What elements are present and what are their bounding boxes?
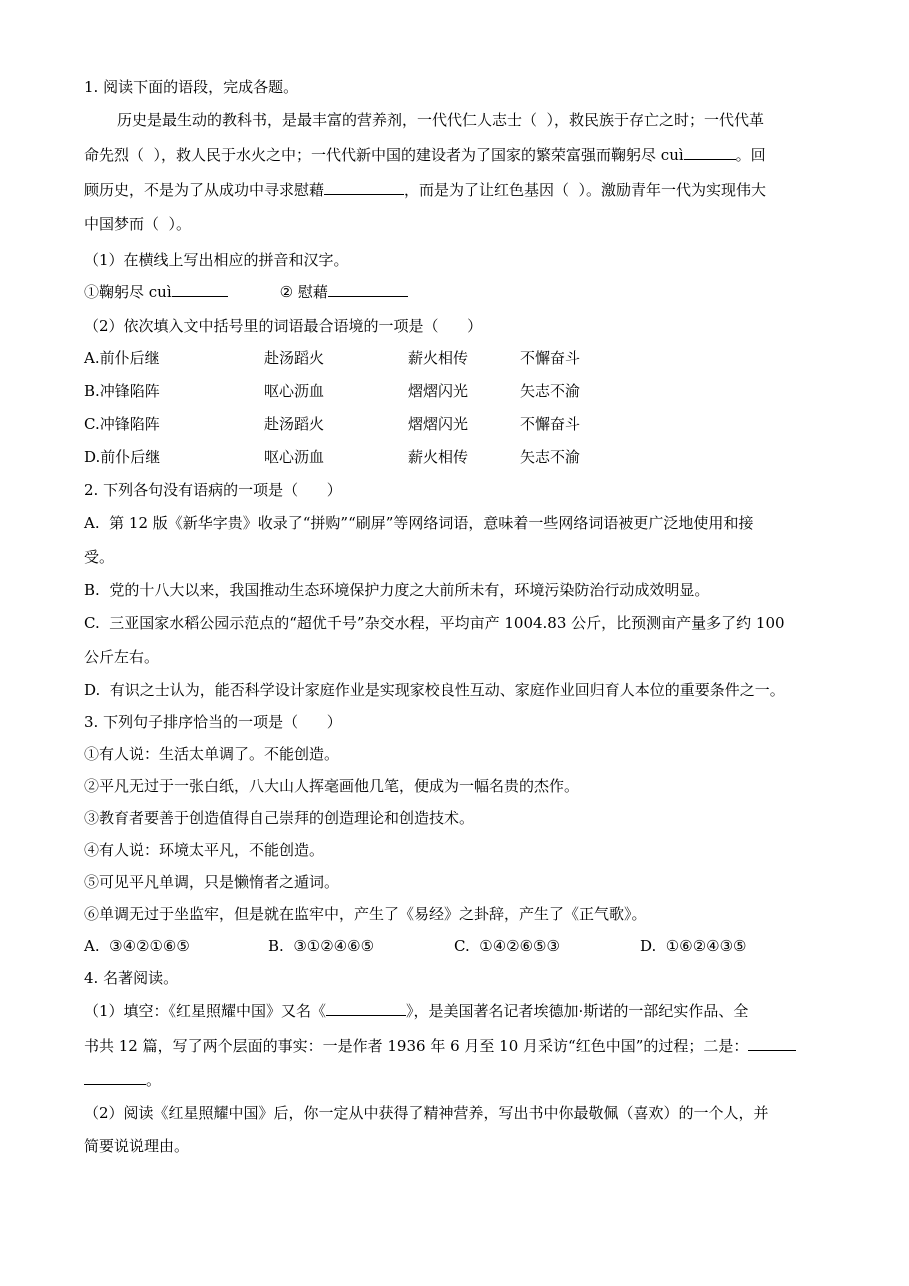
q3-option-b[interactable]: B. ③①②④⑥⑤ xyxy=(268,937,375,955)
q2-option-b[interactable]: B. 党的十八大以来，我国推动生态环境保护力度之大前所未有，环境污染防治行动成效明显。 xyxy=(84,581,710,599)
q4-sub1-line-2: 书共 12 篇，写了两个层面的事实：一是作者 1936 年 6 月至 10 月采访“红色中国”的过程；二是： xyxy=(84,1036,796,1056)
q1-title: 1. 阅读下面的语段，完成各题。 xyxy=(84,78,299,96)
blank-alt-title[interactable] xyxy=(326,1001,406,1016)
q3-option-c[interactable]: C. ①④②⑥⑤③ xyxy=(454,937,560,955)
q4-sub2-line-2: 简要说说理由。 xyxy=(84,1137,190,1155)
q1-passage-line-4: 中国梦而（ ）。 xyxy=(84,215,192,233)
blank-second-fact-cont[interactable] xyxy=(84,1070,146,1085)
q4-title: 4. 名著阅读。 xyxy=(84,969,179,987)
q3-options xyxy=(84,936,844,956)
q3-sentence-2: ②平凡无过于一张白纸，八大山人挥毫画他几笔，便成为一幅名贵的杰作。 xyxy=(84,777,580,795)
q1-sub1-prompt: （1）在横线上写出相应的拼音和汉字。 xyxy=(84,251,349,269)
q3-sentence-4: ④有人说：环境太平凡，不能创造。 xyxy=(84,841,325,859)
q1-sub1-answers: ①鞠躬尽 cuì ② 慰藉 xyxy=(84,282,408,302)
q2-option-c-cont: 公斤左右。 xyxy=(84,648,160,666)
q1-sub2-prompt: （2）依次填入文中括号里的词语最合语境的一项是（ ） xyxy=(84,317,483,335)
q4-sub2-line-1: （2）阅读《红星照耀中国》后，你一定从中获得了精神营养，写出书中你最敬佩（喜欢）的一个人，并 xyxy=(84,1104,769,1122)
q1-option-d[interactable]: D.前仆后继 呕心沥血 薪火相传 矢志不渝 xyxy=(84,448,581,466)
q1-passage-line-3: 顾历史，不是为了从成功中寻求慰藉 ，而是为了让红色基因（ ）。激励青年一代为实现伟大 xyxy=(84,181,767,199)
q3-sentence-6: ⑥单调无过于坐监牢，但是就在监牢中，产生了《易经》之卦辞，产生了《正气歌》。 xyxy=(84,905,647,923)
blank-weiji[interactable] xyxy=(324,180,404,195)
q2-option-d[interactable]: D. 有识之士认为，能否科学设计家庭作业是实现家校良性互动、家庭作业回归育人本位的重要条件之一。 xyxy=(84,681,785,699)
answer-blank-cui[interactable] xyxy=(172,282,228,297)
q4-sub1-line-3: 。 xyxy=(84,1070,161,1090)
q2-option-c[interactable]: C. 三亚国家水稻公园示范点的“超优千号”杂交水程，平均亩产 1004.83 公斤，比预测亩产量多了约 100 xyxy=(84,614,785,632)
q1-passage-line-2: 命先烈（ ），救人民于水火之中；一代代新中国的建设者为了国家的繁荣富强而鞠躬尽 cuì 。回 xyxy=(84,146,766,164)
q3-option-d[interactable]: D. ①⑥②④③⑤ xyxy=(640,937,747,955)
blank-cui[interactable] xyxy=(684,145,736,160)
q1-option-c[interactable]: C.冲锋陷阵 赴汤蹈火 熠熠闪光 不懈奋斗 xyxy=(84,415,581,433)
blank-second-fact[interactable] xyxy=(748,1036,796,1051)
q3-sentence-1: ①有人说：生活太单调了。不能创造。 xyxy=(84,745,340,763)
q3-title: 3. 下列句子排序恰当的一项是（ ） xyxy=(84,713,342,731)
q3-sentence-3: ③教育者要善于创造值得自己崇拜的创造理论和创造技术。 xyxy=(84,809,475,827)
q3-sentence-5: ⑤可见平凡单调，只是懒惰者之遁词。 xyxy=(84,873,340,891)
q1-option-b[interactable]: B.冲锋陷阵 呕心沥血 熠熠闪光 矢志不渝 xyxy=(84,382,581,400)
q3-option-a[interactable]: A. ③④②①⑥⑤ xyxy=(84,937,190,955)
q2-option-a[interactable]: A. 第 12 版《新华字贵》收录了“拼购”“刷屏”等网络词语，意味着一些网络词语被更广泛地使用和接 xyxy=(84,514,754,532)
q2-option-a-cont: 受。 xyxy=(84,548,115,566)
q2-title: 2. 下列各句没有语病的一项是（ ） xyxy=(84,481,342,499)
answer-blank-weiji[interactable] xyxy=(328,282,408,297)
q1-option-a[interactable]: A.前仆后继 赴汤蹈火 薪火相传 不懈奋斗 xyxy=(84,349,581,367)
q4-sub1-line-1: （1）填空：《红星照耀中国》又名《 》，是美国著名记者埃德加·斯诺的一部纪实作品、全 xyxy=(84,1002,749,1020)
q1-passage-line-1: 历史是最生动的教科书，是最丰富的营养剂，一代代仁人志士（ ），救民族于存亡之时；一代代革 xyxy=(117,111,765,129)
